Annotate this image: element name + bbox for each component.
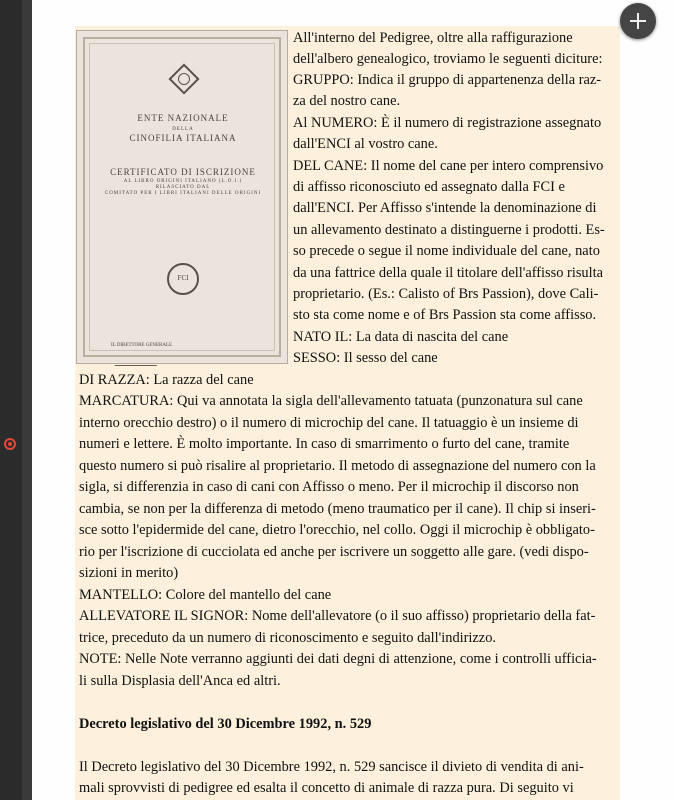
target-icon[interactable] bbox=[4, 438, 16, 450]
text-line: DI RAZZA: La razza del cane bbox=[79, 372, 254, 388]
certificate-subtitle: AL LIBRO ORIGINI ITALIANO (L.O.I.) bbox=[123, 179, 243, 184]
text-line: da una fattrice della quale il titolare dell'affisso risulta bbox=[293, 265, 604, 281]
text-line: sce sotto l'epidermide del cane, dietro l'orecchio, nel collo. Oggi il microchip è obbligato- bbox=[79, 522, 595, 538]
page-gutter bbox=[22, 0, 32, 800]
text-line: so precede o segue il nome individuale del cane, nato bbox=[293, 243, 600, 259]
text-line: li sulla Displasia dell'Anca ed altri. bbox=[79, 673, 281, 689]
enci-emblem-center-icon bbox=[178, 73, 190, 85]
text-line: interno orecchio destro) o il numero di microchip del cane. Il tatuaggio è un insieme di bbox=[79, 415, 579, 431]
text-line: questo numero si può risalire al proprietario. Il metodo di assegnazione del numero con la bbox=[79, 458, 596, 474]
signature-mark bbox=[115, 353, 162, 366]
fci-seal-text: FCI bbox=[177, 274, 189, 282]
text-line: SESSO: Il sesso del cane bbox=[293, 350, 438, 366]
text-line: dall'ENCI al vostro cane. bbox=[293, 136, 438, 152]
text-line: sigla, si differenzia in caso di cani con Affisso o meno. Per il microchip il discorso non bbox=[79, 479, 579, 495]
text-line: dall'ENCI. Per Affisso s'intende la denominazione di bbox=[293, 200, 597, 216]
text-line: GRUPPO: Indica il gruppo di appartenenza della raz- bbox=[293, 72, 602, 88]
text-line: proprietario. (Es.: Calisto of Brs Passion), dove Cali- bbox=[293, 286, 599, 302]
text-line: za del nostro cane. bbox=[293, 93, 401, 109]
plus-icon[interactable] bbox=[620, 3, 656, 39]
text-line: MANTELLO: Colore del mantello del cane bbox=[79, 587, 332, 603]
text-line: mali sprovvisti di pedigree ed esalta il concetto di animale di razza pura. Di seguito vi bbox=[79, 780, 574, 796]
text-line: di affisso riconosciuto ed assegnato dalla FCI e bbox=[293, 179, 565, 195]
text-line: dell'albero genealogico, troviamo le seguenti diciture: bbox=[293, 51, 603, 67]
text-line: Il Decreto legislativo del 30 Dicembre 1992, n. 529 sancisce il divieto di vendita di ani- bbox=[79, 759, 584, 775]
text-line: ALLEVATORE IL SIGNOR: Nome dell'allevatore (o il suo affisso) proprietario della fat- bbox=[79, 608, 596, 624]
text-line: All'interno del Pedigree, oltre alla raffigurazione bbox=[293, 30, 573, 46]
section-heading: Decreto legislativo del 30 Dicembre 1992, n. 529 bbox=[79, 716, 372, 732]
text-line: sto sta come nome e of Brs Passion sta come affisso. bbox=[293, 307, 597, 323]
text-line: NATO IL: La data di nascita del cane bbox=[293, 329, 509, 345]
certificate-org-line2: DELLA bbox=[172, 127, 194, 132]
certificate-committee: COMITATO PER I LIBRI ITALIANI DELLE ORIGINI bbox=[104, 191, 262, 196]
fci-seal-icon bbox=[167, 263, 199, 295]
text-line: cambia, se non per la differenza di metodo (meno traumatico per il cane). Il chip si inseri- bbox=[79, 501, 596, 517]
certificate-note: RILASCIATO DAL bbox=[155, 185, 211, 190]
left-rail bbox=[0, 0, 22, 800]
certificate-org-line1: ENTE NAZIONALE bbox=[137, 113, 229, 123]
text-line: MARCATURA: Qui va annotata la sigla dell'allevamento tatuata (punzonatura sul cane bbox=[79, 393, 583, 409]
text-line: un allevamento destinato a distinguerne i prodotti. Es- bbox=[293, 222, 605, 238]
signature-label: IL DIRETTORE GENERALE bbox=[111, 343, 173, 348]
text-line: numeri e lettere. È molto importante. In caso di smarrimento o furto del cane, tramite bbox=[79, 436, 570, 452]
text-line: DEL CANE: Il nome del cane per intero comprensivo bbox=[293, 158, 604, 174]
certificate-org-line3: CINOFILIA ITALIANA bbox=[129, 133, 237, 143]
text-line: trice, preceduto da un numero di riconoscimento e seguito dall'indirizzo. bbox=[79, 630, 496, 646]
text-line: rio per l'iscrizione di cucciolata ed anche per iscrivere un soggetto alle gare. (vedi dispo- bbox=[79, 544, 589, 560]
text-line: Al NUMERO: È il numero di registrazione assegnato bbox=[293, 115, 602, 131]
certificate-title: CERTIFICATO DI ISCRIZIONE bbox=[110, 167, 256, 177]
pedigree-certificate-image bbox=[76, 30, 288, 364]
text-line: sizioni in merito) bbox=[79, 565, 179, 581]
text-line: NOTE: Nelle Note verranno aggiunti dei dati degni di attenzione, come i controlli ufficia- bbox=[79, 651, 597, 667]
